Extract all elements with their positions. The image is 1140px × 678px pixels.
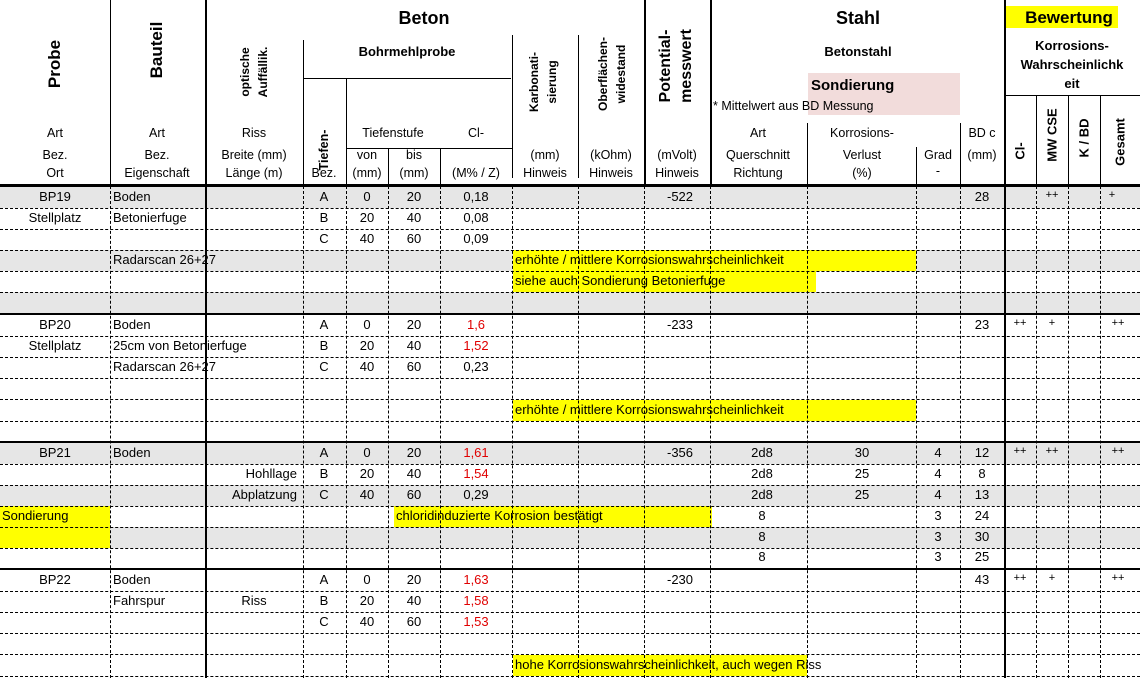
hdr-mm-bis: (mm) [399,166,429,180]
cell: 20 [359,466,375,481]
bp22-bdc: 43 [974,572,990,587]
cell: 3 [934,549,942,564]
header-beton: Beton [398,8,450,28]
hdr-art-2: Art [149,126,165,140]
cell: 20 [359,593,375,608]
cell: 0,23 [463,359,489,374]
cell: B [319,338,329,353]
row-shade [0,527,1140,548]
cell: A [319,189,329,204]
cell: 40 [359,487,375,502]
header-widestand: widestand [614,44,628,104]
cell: 40 [359,614,375,629]
hdr-riss: Riss [241,126,267,140]
hdr-bis: bis [406,148,422,162]
header-sierung: sierung [545,60,559,104]
bp21-sondierung: Sondierung [2,508,69,523]
hdr-querschnitt: Querschnitt [726,148,790,162]
bp21-gesamt: ++ [1111,445,1125,457]
header-bauteil: Bauteil [147,21,166,79]
cell: 24 [974,508,990,523]
hdr-cl: Cl- [468,126,484,140]
cell: 1,54 [463,466,489,481]
hdr-grad: Grad [924,148,952,162]
header-mittelwert-note: * Mittelwert aus BD Messung [713,99,874,113]
bp20-radar: Radarscan 26+27 [113,359,216,374]
cell: 3 [934,508,942,523]
hdr-laenge: Länge (m) [225,166,283,180]
bp22-cl: ++ [1013,572,1027,584]
header-stahl: Stahl [835,8,881,28]
bp22-art: Boden [113,572,151,587]
hdr-hinweis-1: Hinweis [523,166,567,180]
header-wahrschein: Wahrscheinlichk [1020,57,1124,72]
bp21-mwcse: ++ [1045,445,1059,457]
cell: 0 [363,189,371,204]
hdr-tiefenstufe: Tiefenstufe [362,126,424,140]
header-sondierung: Sondierung [811,77,895,94]
bp22-probe: BP22 [39,572,71,587]
bp19-probe: BP19 [39,189,71,204]
cell: 2d8 [751,487,773,502]
hdr-mz: (M% / Z) [452,166,500,180]
bp21-probe: BP21 [39,445,71,460]
bp20-note-1: erhöhte / mittlere Korrosionswahrscheinlichkeit [515,402,784,417]
cell: 60 [406,359,422,374]
bp19-eig: Betonierfuge [113,210,187,225]
cell: 12 [974,445,990,460]
bp20-bdc: 23 [974,317,990,332]
cell: 8 [758,529,766,544]
cell: 40 [406,466,422,481]
header-karbonati: Karbonati- [527,52,541,112]
bp22-note-1: hohe Korrosionswahrscheinlichkeit, auch wegen Riss [515,657,822,672]
cell: C [319,359,329,374]
bp22-riss: Riss [241,593,267,608]
header-kbd: K / BD [1076,118,1092,158]
cell: 8 [978,466,986,481]
bp21-art: Boden [113,445,151,460]
cell: 1,61 [463,445,489,460]
cell: 1,6 [466,317,486,332]
hdr-bez-3: Bez. [311,166,337,180]
row-shade [0,443,1140,464]
cell: 40 [406,338,422,353]
cell: 3 [934,529,942,544]
cell: B [319,593,329,608]
hdr-richtung: Richtung [733,166,783,180]
cell: A [319,572,329,587]
cell: 0 [363,317,371,332]
cell: 60 [406,231,422,246]
cell: 25 [854,466,870,481]
cell: 1,53 [463,614,489,629]
cell: 0,08 [463,210,489,225]
bp19-note-2: siehe auch Sondierung Betonierfuge [515,273,726,288]
bp20-art: Boden [113,317,151,332]
cell: 60 [406,487,422,502]
bp20-mwcse: + [1048,317,1056,329]
cell: 0 [363,572,371,587]
row-shade [0,485,1140,506]
hdr-breite: Breite (mm) [221,148,287,162]
cell: 4 [934,466,942,481]
bp20-cl: ++ [1013,317,1027,329]
cell: 30 [974,529,990,544]
cell: 2d8 [751,466,773,481]
bp19-radar: Radarscan 26+27 [113,252,216,267]
cell: 20 [359,210,375,225]
cell: 40 [406,210,422,225]
hdr-von: von [356,148,378,162]
row-shade [0,187,1140,208]
hdr-mm-von: (mm) [352,166,382,180]
hdr-mm: (mm) [530,148,560,162]
cell: A [319,317,329,332]
cell: 1,52 [463,338,489,353]
cell: 0,29 [463,487,489,502]
row-shade [0,292,1140,313]
cell: C [319,614,329,629]
header-cl-vertical: Cl- [1012,142,1028,160]
bp21-abplatzung: Abplatzung [231,487,297,502]
bp21-hohllage: Hohllage [245,466,297,481]
hdr-art-3: Art [750,126,766,140]
header-bewertung: Bewertung [1025,8,1113,27]
cell: 0,09 [463,231,489,246]
cell: 20 [406,572,422,587]
cell: B [319,210,329,225]
header-potential: Potential- [657,29,674,103]
cell: 40 [359,359,375,374]
cell: 60 [406,614,422,629]
header-betonstahl: Betonstahl [824,44,892,59]
hdr-bez: Bez. [42,148,68,162]
hdr-pct: (%) [852,166,872,180]
cell: 13 [974,487,990,502]
header-auffaellik: Auffällik. [256,46,270,98]
bp19-ort: Stellplatz [28,210,82,225]
cell: 4 [934,445,942,460]
cell: 20 [359,338,375,353]
hdr-bez-2: Bez. [144,148,170,162]
cell: 2d8 [751,445,773,460]
bp20-pot: -233 [666,317,694,332]
hdr-hinweis-2: Hinweis [589,166,633,180]
header-eit: eit [1064,76,1080,91]
hdr-korrosions: Korrosions- [830,126,894,140]
hdr-ort: Ort [46,166,64,180]
cell: 1,63 [463,572,489,587]
bp19-pot: -522 [666,189,694,204]
hdr-mvolt: (mVolt) [657,148,697,162]
cell: 8 [758,549,766,564]
cell: 20 [406,445,422,460]
hdr-eigenschaft: Eigenschaft [124,166,190,180]
hdr-art-1: Art [47,126,63,140]
cell: 40 [406,593,422,608]
cell: 25 [974,549,990,564]
bp22-pot: -230 [666,572,694,587]
cell: B [319,466,329,481]
header-probe: Probe [45,39,64,89]
cell: 20 [406,189,422,204]
cell: 0,18 [463,189,489,204]
hdr-bdc: BD c [968,126,996,140]
bp22-eig: Fahrspur [113,593,166,608]
cell: 8 [758,508,766,523]
cell: 20 [406,317,422,332]
cell: 4 [934,487,942,502]
hdr-verlust: Verlust [842,148,882,162]
hdr-dash: - [935,164,941,178]
bp21-note-1: chloridinduzierte Korrosion bestätigt [396,508,603,523]
bp19-note-1: erhöhte / mittlere Korrosionswahrscheinlichkeit [515,252,784,267]
header-tiefen: Tiefen- [317,129,331,171]
cell: 40 [359,231,375,246]
bp20-ort: Stellplatz [28,338,82,353]
bp20-eig: 25cm von Betonierfuge [113,338,247,353]
cell: C [319,231,329,246]
bp20-gesamt: ++ [1111,317,1125,329]
bp21-pot: -356 [666,445,694,460]
bp21-cl: ++ [1013,445,1027,457]
cell: 30 [854,445,870,460]
cell: 25 [854,487,870,502]
header-mwcse: MW CSE [1044,108,1060,162]
hdr-hinweis-3: Hinweis [655,166,699,180]
bp19-gesamt: + [1108,189,1116,201]
header-korrosions: Korrosions- [1035,38,1109,53]
header-messwert: messwert [678,29,695,103]
bp19-art: Boden [113,189,151,204]
cell: A [319,445,329,460]
cell: 1,58 [463,593,489,608]
cell: 0 [363,445,371,460]
bp22-gesamt: ++ [1111,572,1125,584]
bp20-probe: BP20 [39,317,71,332]
bp19-bdc: 28 [974,189,990,204]
header-gesamt: Gesamt [1112,118,1128,166]
bp19-mwcse: ++ [1045,189,1059,201]
header-oberflaechen: Oberflächen- [596,36,610,112]
hdr-kohm: (kOhm) [590,148,632,162]
header-bohrmehlprobe: Bohrmehlprobe [358,44,456,59]
cell: C [319,487,329,502]
hdr-bd-mm: (mm) [967,148,997,162]
header-optische: optische [238,47,252,97]
bp22-mwcse: + [1048,572,1056,584]
